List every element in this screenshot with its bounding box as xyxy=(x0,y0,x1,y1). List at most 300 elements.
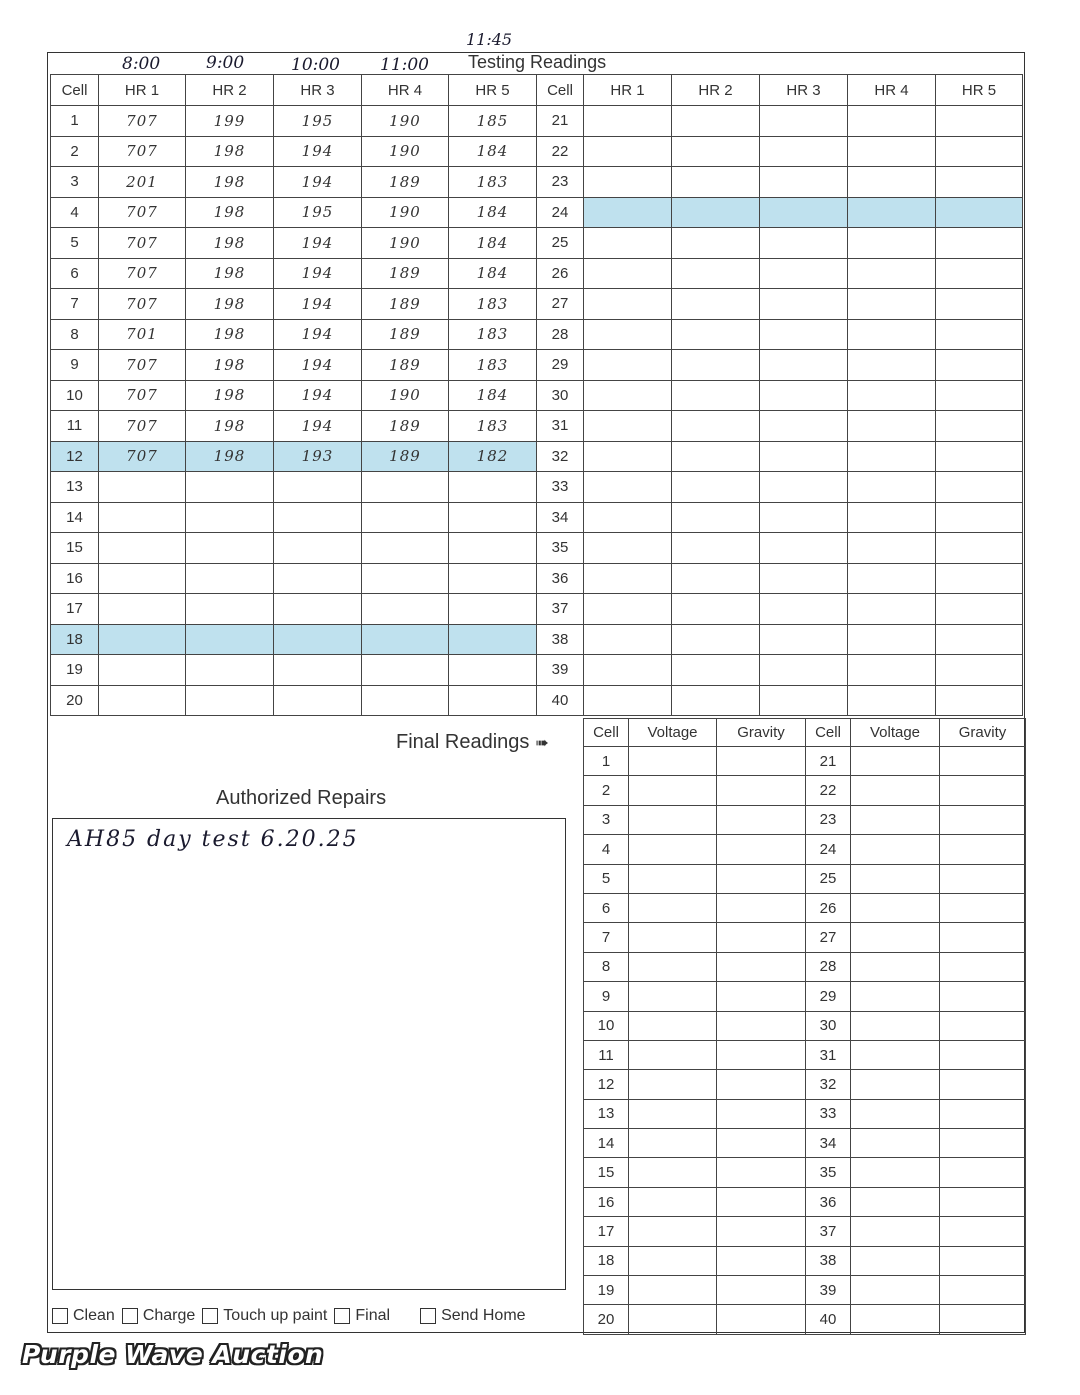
gravity-field-right[interactable] xyxy=(940,1129,1026,1158)
reading-hr2[interactable] xyxy=(186,563,274,594)
reading-right-hr4[interactable] xyxy=(848,411,936,442)
voltage-field[interactable] xyxy=(629,1070,717,1099)
reading-hr1[interactable] xyxy=(99,533,186,564)
final-header-cell: Cell xyxy=(584,719,629,747)
gravity-field-right[interactable] xyxy=(940,982,1026,1011)
reading-right-hr2[interactable] xyxy=(672,685,760,716)
voltage-field[interactable] xyxy=(629,864,717,893)
reading-hr2[interactable]: 198 xyxy=(186,136,274,167)
gravity-field-right[interactable] xyxy=(940,1246,1026,1275)
reading-hr4[interactable]: 189 xyxy=(362,289,449,320)
reading-hr4[interactable]: 190 xyxy=(362,197,449,228)
reading-hr1[interactable]: 707 xyxy=(99,380,186,411)
gravity-field-right[interactable] xyxy=(940,747,1026,776)
reading-right-hr1[interactable] xyxy=(584,350,672,381)
gravity-field[interactable] xyxy=(717,776,806,805)
reading-hr4[interactable] xyxy=(362,685,449,716)
reading-right-hr1[interactable] xyxy=(584,594,672,625)
reading-right-hr5[interactable] xyxy=(936,197,1023,228)
reading-hr3[interactable]: 194 xyxy=(274,258,362,289)
gravity-field[interactable] xyxy=(717,1040,806,1069)
reading-right-hr2[interactable] xyxy=(672,228,760,259)
reading-hr4[interactable] xyxy=(362,533,449,564)
reading-hr4[interactable]: 189 xyxy=(362,319,449,350)
reading-hr4[interactable] xyxy=(362,502,449,533)
status-checkboxes xyxy=(52,1307,533,1325)
gravity-field[interactable] xyxy=(717,923,806,952)
reading-right-hr1[interactable] xyxy=(584,685,672,716)
voltage-field-right[interactable] xyxy=(851,1158,940,1187)
reading-hr1[interactable]: 707 xyxy=(99,289,186,320)
reading-right-hr2[interactable] xyxy=(672,533,760,564)
reading-hr5[interactable] xyxy=(449,624,537,655)
gravity-field[interactable] xyxy=(717,1011,806,1040)
reading-hr1[interactable] xyxy=(99,594,186,625)
gravity-field-right[interactable] xyxy=(940,1011,1026,1040)
reading-hr2[interactable] xyxy=(186,655,274,686)
reading-right-hr3[interactable] xyxy=(760,319,848,350)
reading-hr4[interactable] xyxy=(362,624,449,655)
reading-right-hr3[interactable] xyxy=(760,228,848,259)
voltage-field[interactable] xyxy=(629,893,717,922)
reading-right-hr5[interactable] xyxy=(936,472,1023,503)
reading-hr5[interactable] xyxy=(449,472,537,503)
reading-right-hr1[interactable] xyxy=(584,319,672,350)
table-row xyxy=(584,1040,1026,1069)
gravity-field-right[interactable] xyxy=(940,805,1026,834)
gravity-field-right[interactable] xyxy=(940,835,1026,864)
reading-right-hr5[interactable] xyxy=(936,655,1023,686)
reading-hr3[interactable]: 194 xyxy=(274,319,362,350)
reading-right-hr3[interactable] xyxy=(760,106,848,137)
reading-right-hr2[interactable] xyxy=(672,472,760,503)
reading-right-hr4[interactable] xyxy=(848,685,936,716)
voltage-field-right[interactable] xyxy=(851,747,940,776)
reading-hr5[interactable]: 185 xyxy=(449,106,537,137)
voltage-field[interactable] xyxy=(629,952,717,981)
reading-hr5[interactable]: 183 xyxy=(449,167,537,198)
reading-right-hr4[interactable] xyxy=(848,380,936,411)
reading-right-hr5[interactable] xyxy=(936,228,1023,259)
voltage-field-right[interactable] xyxy=(851,1011,940,1040)
reading-hr4[interactable] xyxy=(362,472,449,503)
gravity-field[interactable] xyxy=(717,1129,806,1158)
reading-right-hr3[interactable] xyxy=(760,197,848,228)
gravity-field[interactable] xyxy=(717,747,806,776)
reading-hr1[interactable]: 707 xyxy=(99,350,186,381)
time-label-hr2: 9:00 xyxy=(206,53,245,73)
reading-hr1[interactable]: 707 xyxy=(99,228,186,259)
reading-right-hr4[interactable] xyxy=(848,472,936,503)
reading-right-hr4[interactable] xyxy=(848,136,936,167)
reading-hr5[interactable]: 184 xyxy=(449,258,537,289)
gravity-field[interactable] xyxy=(717,1187,806,1216)
voltage-field-right[interactable] xyxy=(851,1305,940,1334)
reading-right-hr2[interactable] xyxy=(672,319,760,350)
reading-hr3[interactable] xyxy=(274,563,362,594)
reading-hr5[interactable] xyxy=(449,533,537,564)
reading-hr3[interactable]: 194 xyxy=(274,228,362,259)
reading-right-hr3[interactable] xyxy=(760,350,848,381)
voltage-field-right[interactable] xyxy=(851,982,940,1011)
reading-hr4[interactable]: 190 xyxy=(362,136,449,167)
reading-hr1[interactable]: 707 xyxy=(99,258,186,289)
reading-hr2[interactable]: 198 xyxy=(186,258,274,289)
reading-right-hr4[interactable] xyxy=(848,258,936,289)
reading-right-hr4[interactable] xyxy=(848,655,936,686)
voltage-field-right[interactable] xyxy=(851,1246,940,1275)
reading-hr4[interactable]: 190 xyxy=(362,380,449,411)
reading-right-hr1[interactable] xyxy=(584,136,672,167)
checkbox-clean[interactable] xyxy=(52,1307,115,1325)
reading-right-hr5[interactable] xyxy=(936,136,1023,167)
cell-number: 3 xyxy=(51,167,99,198)
voltage-field-right[interactable] xyxy=(851,1070,940,1099)
reading-right-hr3[interactable] xyxy=(760,380,848,411)
gravity-field-right[interactable] xyxy=(940,1099,1026,1128)
gravity-field-right[interactable] xyxy=(940,776,1026,805)
reading-right-hr3[interactable] xyxy=(760,411,848,442)
reading-hr5[interactable] xyxy=(449,563,537,594)
reading-hr4[interactable]: 189 xyxy=(362,167,449,198)
gravity-field[interactable] xyxy=(717,805,806,834)
reading-hr5[interactable]: 183 xyxy=(449,289,537,320)
reading-right-hr3[interactable] xyxy=(760,289,848,320)
reading-hr2[interactable] xyxy=(186,502,274,533)
voltage-field[interactable] xyxy=(629,747,717,776)
reading-hr2[interactable]: 198 xyxy=(186,441,274,472)
reading-right-hr1[interactable] xyxy=(584,197,672,228)
reading-right-hr5[interactable] xyxy=(936,411,1023,442)
reading-right-hr5[interactable] xyxy=(936,594,1023,625)
gravity-field[interactable] xyxy=(717,1217,806,1246)
reading-right-hr4[interactable] xyxy=(848,594,936,625)
reading-hr5[interactable] xyxy=(449,502,537,533)
reading-right-hr2[interactable] xyxy=(672,594,760,625)
reading-right-hr2[interactable] xyxy=(672,258,760,289)
reading-hr4[interactable] xyxy=(362,594,449,625)
reading-hr1[interactable] xyxy=(99,685,186,716)
reading-hr3[interactable]: 194 xyxy=(274,289,362,320)
voltage-field[interactable] xyxy=(629,982,717,1011)
voltage-field-right[interactable] xyxy=(851,923,940,952)
reading-hr5[interactable]: 184 xyxy=(449,228,537,259)
reading-right-hr4[interactable] xyxy=(848,441,936,472)
reading-hr3[interactable] xyxy=(274,685,362,716)
reading-right-hr5[interactable] xyxy=(936,563,1023,594)
reading-right-hr2[interactable] xyxy=(672,197,760,228)
reading-hr1[interactable]: 707 xyxy=(99,197,186,228)
reading-hr2[interactable] xyxy=(186,594,274,625)
reading-hr3[interactable]: 194 xyxy=(274,411,362,442)
voltage-field-right[interactable] xyxy=(851,1099,940,1128)
reading-hr5[interactable] xyxy=(449,594,537,625)
gravity-field-right[interactable] xyxy=(940,1158,1026,1187)
reading-hr1[interactable]: 707 xyxy=(99,106,186,137)
gravity-field[interactable] xyxy=(717,1099,806,1128)
voltage-field-right[interactable] xyxy=(851,776,940,805)
voltage-field[interactable] xyxy=(629,835,717,864)
gravity-field-right[interactable] xyxy=(940,1187,1026,1216)
reading-right-hr3[interactable] xyxy=(760,594,848,625)
reading-right-hr2[interactable] xyxy=(672,655,760,686)
voltage-field-right[interactable] xyxy=(851,835,940,864)
reading-hr2[interactable] xyxy=(186,685,274,716)
voltage-field[interactable] xyxy=(629,1246,717,1275)
final-header-gravity-right: Gravity xyxy=(940,719,1026,747)
voltage-field[interactable] xyxy=(629,923,717,952)
table-row xyxy=(584,835,1026,864)
reading-hr1[interactable]: 707 xyxy=(99,136,186,167)
reading-hr3[interactable]: 195 xyxy=(274,197,362,228)
reading-right-hr4[interactable] xyxy=(848,167,936,198)
reading-hr5[interactable]: 183 xyxy=(449,319,537,350)
reading-hr3[interactable] xyxy=(274,624,362,655)
reading-right-hr3[interactable] xyxy=(760,502,848,533)
reading-right-hr3[interactable] xyxy=(760,655,848,686)
checkbox-send-home[interactable] xyxy=(420,1307,526,1325)
header-hr4-right: HR 4 xyxy=(848,75,936,106)
reading-hr2[interactable]: 198 xyxy=(186,319,274,350)
reading-right-hr5[interactable] xyxy=(936,533,1023,564)
reading-right-hr1[interactable] xyxy=(584,289,672,320)
reading-right-hr4[interactable] xyxy=(848,563,936,594)
reading-right-hr4[interactable] xyxy=(848,106,936,137)
reading-right-hr5[interactable] xyxy=(936,289,1023,320)
gravity-field-right[interactable] xyxy=(940,864,1026,893)
reading-hr3[interactable]: 195 xyxy=(274,106,362,137)
reading-hr2[interactable]: 199 xyxy=(186,106,274,137)
table-row xyxy=(51,472,1023,503)
reading-right-hr1[interactable] xyxy=(584,167,672,198)
reading-right-hr3[interactable] xyxy=(760,136,848,167)
voltage-field[interactable] xyxy=(629,1276,717,1305)
reading-right-hr4[interactable] xyxy=(848,319,936,350)
reading-right-hr4[interactable] xyxy=(848,350,936,381)
reading-hr5[interactable]: 184 xyxy=(449,380,537,411)
voltage-field-right[interactable] xyxy=(851,1217,940,1246)
reading-right-hr3[interactable] xyxy=(760,563,848,594)
voltage-field[interactable] xyxy=(629,1187,717,1216)
reading-hr2[interactable] xyxy=(186,472,274,503)
reading-hr2[interactable]: 198 xyxy=(186,380,274,411)
reading-hr2[interactable]: 198 xyxy=(186,228,274,259)
reading-hr4[interactable]: 189 xyxy=(362,411,449,442)
reading-hr3[interactable]: 194 xyxy=(274,350,362,381)
reading-right-hr1[interactable] xyxy=(584,380,672,411)
reading-hr2[interactable] xyxy=(186,624,274,655)
reading-right-hr5[interactable] xyxy=(936,502,1023,533)
reading-right-hr5[interactable] xyxy=(936,167,1023,198)
gravity-field-right[interactable] xyxy=(940,1305,1026,1334)
gravity-field[interactable] xyxy=(717,982,806,1011)
reading-hr5[interactable]: 183 xyxy=(449,411,537,442)
gravity-field[interactable] xyxy=(717,1276,806,1305)
reading-hr4[interactable]: 189 xyxy=(362,350,449,381)
reading-hr4[interactable]: 190 xyxy=(362,106,449,137)
gravity-field[interactable] xyxy=(717,1305,806,1334)
reading-right-hr4[interactable] xyxy=(848,624,936,655)
reading-hr3[interactable] xyxy=(274,502,362,533)
reading-right-hr5[interactable] xyxy=(936,350,1023,381)
reading-hr5[interactable]: 182 xyxy=(449,441,537,472)
reading-right-hr1[interactable] xyxy=(584,228,672,259)
reading-right-hr2[interactable] xyxy=(672,624,760,655)
reading-hr4[interactable] xyxy=(362,655,449,686)
reading-hr3[interactable] xyxy=(274,472,362,503)
final-cell-number-right: 36 xyxy=(806,1187,851,1216)
reading-hr1[interactable] xyxy=(99,655,186,686)
gravity-field[interactable] xyxy=(717,835,806,864)
gravity-field-right[interactable] xyxy=(940,952,1026,981)
cell-number: 2 xyxy=(51,136,99,167)
reading-right-hr5[interactable] xyxy=(936,380,1023,411)
gravity-field[interactable] xyxy=(717,1246,806,1275)
gravity-field[interactable] xyxy=(717,1070,806,1099)
voltage-field[interactable] xyxy=(629,1099,717,1128)
reading-hr3[interactable]: 194 xyxy=(274,167,362,198)
reading-hr4[interactable]: 189 xyxy=(362,258,449,289)
reading-right-hr2[interactable] xyxy=(672,411,760,442)
reading-hr2[interactable] xyxy=(186,533,274,564)
reading-right-hr2[interactable] xyxy=(672,441,760,472)
reading-right-hr1[interactable] xyxy=(584,441,672,472)
cell-number-right: 28 xyxy=(537,319,584,350)
reading-hr4[interactable]: 190 xyxy=(362,228,449,259)
voltage-field-right[interactable] xyxy=(851,1276,940,1305)
reading-hr2[interactable]: 198 xyxy=(186,350,274,381)
reading-right-hr5[interactable] xyxy=(936,106,1023,137)
voltage-field[interactable] xyxy=(629,1129,717,1158)
reading-hr5[interactable] xyxy=(449,655,537,686)
reading-hr1[interactable] xyxy=(99,624,186,655)
reading-hr5[interactable]: 183 xyxy=(449,350,537,381)
reading-hr3[interactable]: 193 xyxy=(274,441,362,472)
voltage-field-right[interactable] xyxy=(851,952,940,981)
reading-right-hr2[interactable] xyxy=(672,563,760,594)
reading-right-hr4[interactable] xyxy=(848,289,936,320)
reading-hr2[interactable]: 198 xyxy=(186,167,274,198)
reading-hr4[interactable]: 189 xyxy=(362,441,449,472)
reading-hr1[interactable]: 701 xyxy=(99,319,186,350)
voltage-field[interactable] xyxy=(629,776,717,805)
reading-hr2[interactable]: 198 xyxy=(186,197,274,228)
reading-right-hr5[interactable] xyxy=(936,624,1023,655)
reading-hr5[interactable]: 184 xyxy=(449,136,537,167)
reading-hr1[interactable] xyxy=(99,472,186,503)
reading-hr2[interactable]: 198 xyxy=(186,411,274,442)
reading-hr3[interactable] xyxy=(274,594,362,625)
reading-hr3[interactable]: 194 xyxy=(274,380,362,411)
reading-right-hr1[interactable] xyxy=(584,472,672,503)
reading-right-hr4[interactable] xyxy=(848,533,936,564)
reading-right-hr2[interactable] xyxy=(672,136,760,167)
reading-right-hr4[interactable] xyxy=(848,228,936,259)
reading-right-hr1[interactable] xyxy=(584,624,672,655)
gravity-field-right[interactable] xyxy=(940,1070,1026,1099)
reading-right-hr3[interactable] xyxy=(760,472,848,503)
reading-right-hr2[interactable] xyxy=(672,289,760,320)
reading-right-hr2[interactable] xyxy=(672,502,760,533)
reading-right-hr1[interactable] xyxy=(584,106,672,137)
reading-hr5[interactable]: 184 xyxy=(449,197,537,228)
gravity-field-right[interactable] xyxy=(940,1040,1026,1069)
reading-right-hr2[interactable] xyxy=(672,106,760,137)
reading-right-hr3[interactable] xyxy=(760,685,848,716)
reading-hr1[interactable]: 707 xyxy=(99,411,186,442)
reading-right-hr1[interactable] xyxy=(584,502,672,533)
reading-hr3[interactable] xyxy=(274,655,362,686)
checkbox-final[interactable] xyxy=(334,1307,390,1325)
gravity-field[interactable] xyxy=(717,952,806,981)
voltage-field[interactable] xyxy=(629,805,717,834)
reading-hr1[interactable] xyxy=(99,563,186,594)
reading-right-hr5[interactable] xyxy=(936,441,1023,472)
voltage-field[interactable] xyxy=(629,1040,717,1069)
reading-hr3[interactable] xyxy=(274,533,362,564)
gravity-field-right[interactable] xyxy=(940,923,1026,952)
reading-right-hr4[interactable] xyxy=(848,502,936,533)
voltage-field-right[interactable] xyxy=(851,1187,940,1216)
table-row xyxy=(584,1276,1026,1305)
gravity-field-right[interactable] xyxy=(940,1276,1026,1305)
voltage-field-right[interactable] xyxy=(851,1129,940,1158)
reading-right-hr3[interactable] xyxy=(760,258,848,289)
reading-right-hr3[interactable] xyxy=(760,167,848,198)
gravity-field[interactable] xyxy=(717,1158,806,1187)
reading-hr1[interactable]: 707 xyxy=(99,441,186,472)
reading-right-hr2[interactable] xyxy=(672,350,760,381)
reading-hr1[interactable] xyxy=(99,502,186,533)
gravity-field[interactable] xyxy=(717,893,806,922)
reading-right-hr4[interactable] xyxy=(848,197,936,228)
reading-right-hr2[interactable] xyxy=(672,167,760,198)
checkbox-charge[interactable] xyxy=(122,1307,195,1325)
reading-right-hr1[interactable] xyxy=(584,563,672,594)
reading-right-hr3[interactable] xyxy=(760,441,848,472)
voltage-field-right[interactable] xyxy=(851,805,940,834)
reading-right-hr2[interactable] xyxy=(672,380,760,411)
reading-right-hr3[interactable] xyxy=(760,624,848,655)
voltage-field-right[interactable] xyxy=(851,1040,940,1069)
voltage-field[interactable] xyxy=(629,1217,717,1246)
voltage-field[interactable] xyxy=(629,1158,717,1187)
voltage-field-right[interactable] xyxy=(851,893,940,922)
gravity-field-right[interactable] xyxy=(940,1217,1026,1246)
reading-hr3[interactable]: 194 xyxy=(274,136,362,167)
reading-hr1[interactable]: 201 xyxy=(99,167,186,198)
reading-right-hr1[interactable] xyxy=(584,655,672,686)
reading-right-hr5[interactable] xyxy=(936,319,1023,350)
authorized-repairs-box[interactable] xyxy=(52,818,566,1290)
voltage-field[interactable] xyxy=(629,1011,717,1040)
voltage-field[interactable] xyxy=(629,1305,717,1334)
reading-hr5[interactable] xyxy=(449,685,537,716)
reading-right-hr5[interactable] xyxy=(936,258,1023,289)
reading-right-hr1[interactable] xyxy=(584,533,672,564)
reading-right-hr3[interactable] xyxy=(760,533,848,564)
voltage-field-right[interactable] xyxy=(851,864,940,893)
checkbox-label: Send Home xyxy=(441,1307,526,1324)
gravity-field[interactable] xyxy=(717,864,806,893)
checkbox-touch-up-paint[interactable] xyxy=(202,1307,327,1325)
reading-right-hr1[interactable] xyxy=(584,258,672,289)
reading-right-hr1[interactable] xyxy=(584,411,672,442)
gravity-field-right[interactable] xyxy=(940,893,1026,922)
reading-right-hr5[interactable] xyxy=(936,685,1023,716)
reading-hr4[interactable] xyxy=(362,563,449,594)
reading-hr2[interactable]: 198 xyxy=(186,289,274,320)
